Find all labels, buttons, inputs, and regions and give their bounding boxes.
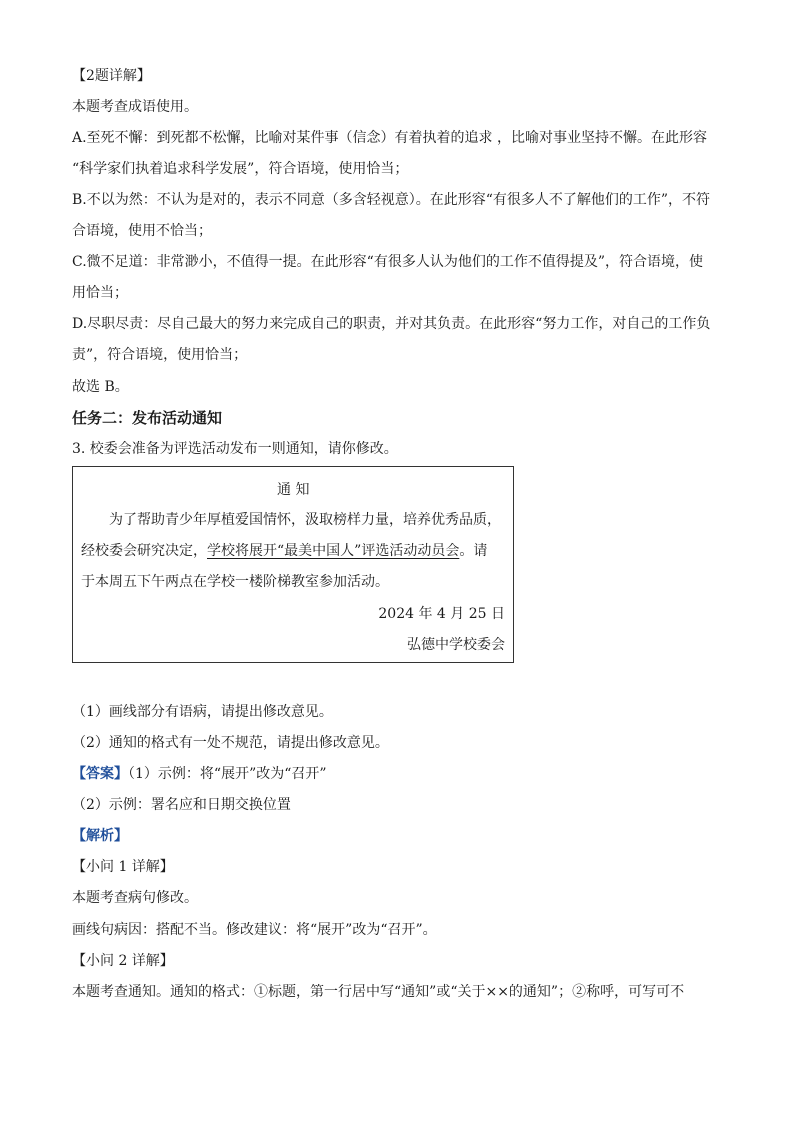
- task-heading: 任务二：发布活动通知: [72, 409, 223, 427]
- sub-question-1: （1）画线部分有语病，请提出修改意见。: [72, 704, 333, 720]
- notice-signer: 弘德中学校委会: [407, 637, 505, 653]
- sub2-heading: 【小问 2 详解】: [72, 953, 174, 969]
- notice-line-1: 为了帮助青少年厚植爱国情怀，汲取榜样力量，培养优秀品质，: [109, 512, 501, 528]
- paragraph-line: 故选 B。: [72, 379, 129, 395]
- notice-line-3: 于本周五下午两点在学校一楼阶梯教室参加活动。: [81, 574, 389, 590]
- sub1-heading: 【小问 1 详解】: [72, 859, 174, 875]
- paragraph-line: 用恰当；: [72, 285, 128, 301]
- analysis-tag: 【解析】: [72, 828, 128, 844]
- paragraph-line: B.不以为然：不认为是对的，表示不同意（多含轻视意）。在此形容“有很多人不了解他们的工作”，不符: [72, 192, 711, 208]
- notice-line-2-start: 经校委会研究决定，: [81, 543, 207, 559]
- notice-title: 通 知: [277, 482, 310, 498]
- notice-date: 2024 年 4 月 25 日: [378, 606, 505, 622]
- question-3: 3. 校委会准备为评选活动发布一则通知，请你修改。: [72, 441, 398, 457]
- paragraph-line: 责”，符合语境，使用恰当；: [72, 347, 248, 363]
- sub-question-2: （2）通知的格式有一处不规范，请提出修改意见。: [72, 735, 389, 751]
- paragraph-line: 画线句病因：搭配不当。修改建议：将“展开”改为“召开”。: [72, 922, 437, 938]
- answer-tag: 【答案】: [72, 766, 128, 782]
- answer-line-1: [72, 764, 327, 784]
- paragraph-line: C.微不足道：非常渺小，不值得一提。在此形容“有很多人认为他们的工作不值得提及”，符合语境，使: [72, 254, 703, 270]
- paragraph-line: 本题考查通知。通知的格式：①标题，第一行居中写“通知”或“关于××的通知”；②称呼，可写可不: [72, 984, 685, 1000]
- paragraph-line: 合语境，使用不恰当；: [72, 223, 212, 239]
- answer-1: （1）示例：将“展开”改为“召开”: [128, 766, 327, 782]
- paragraph-line: “科学家们执着追求科学发展”，符合语境，使用恰当；: [72, 161, 409, 177]
- paragraph-line: D.尽职尽责：尽自己最大的努力来完成自己的职责，并对其负责。在此形容“努力工作，对自己的工作负: [72, 316, 711, 332]
- notice-box: [72, 466, 514, 663]
- paragraph-line: 本题考查病句修改。: [72, 890, 198, 906]
- answer-2: （2）示例：署名应和日期交换位置: [72, 797, 291, 813]
- notice-line-2: [81, 541, 487, 561]
- underlined-sentence: 学校将展开“最美中国人”评选活动动员会: [207, 543, 460, 559]
- paragraph-line: 本题考查成语使用。: [72, 99, 198, 115]
- notice-line-2-end: 。请: [459, 543, 488, 559]
- section-heading-q2-explanation: 【2题详解】: [72, 68, 151, 84]
- paragraph-line: A.至死不懈：到死都不松懈，比喻对某件事（信念）有着执着的追求 ，比喻对事业坚持不懈。在此形容: [72, 130, 708, 146]
